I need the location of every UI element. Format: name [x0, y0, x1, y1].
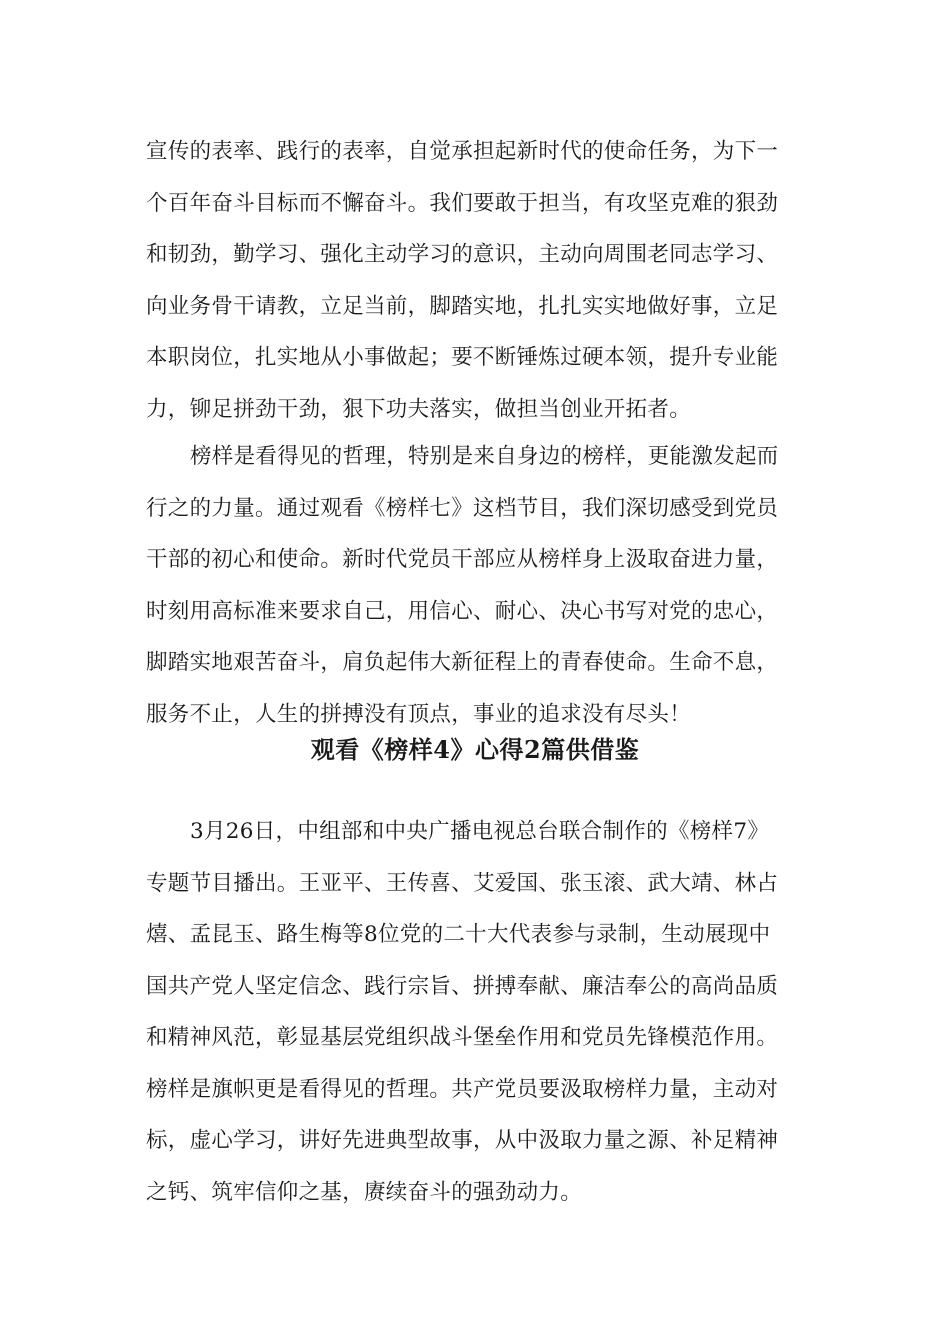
text-line: 和精神风范，彰显基层党组织战斗堡垒作用和党员先锋模范作用。	[146, 1025, 779, 1050]
text-line: 和韧劲，勤学习、强化主动学习的意识，主动向周围老同志学习、	[146, 242, 779, 267]
paragraph-2	[146, 431, 796, 740]
text-line: 榜样是旗帜更是看得见的哲理。共产党员要汲取榜样力量，主动对	[146, 1076, 779, 1102]
text-line: 时刻用高标准来要求自己，用信心、耐心、决心书写对党的忠心，	[146, 598, 779, 624]
text-line: 力，铆足拼劲干劲，狠下功夫落实，做担当创业开拓者。	[146, 396, 692, 422]
paragraph-3	[146, 806, 796, 1218]
text-line: 榜样是看得见的哲理，特别是来自身边的榜样，更能激发起而	[190, 444, 779, 469]
text-line: 宣传的表率、践行的表率，自觉承担起新时代的使命任务，为下一	[146, 139, 779, 164]
text-line: 本职岗位，扎实地从小事做起；要不断锤炼过硬本领，提升专业能	[146, 345, 779, 370]
text-line: 脚踏实地艰苦奋斗，肩负起伟大新征程上的青春使命。生命不息，	[146, 650, 779, 675]
text-line: 干部的初心和使命。新时代党员干部应从榜样身上汲取奋进力量，	[146, 547, 779, 572]
text-line: 国共产党人坚定信念、践行宗旨、拼搏奉献、廉洁奉公的高尚品质	[146, 973, 779, 999]
text-line: 3月26日，中组部和中央广播电视总台联合制作的《榜样7》	[190, 819, 770, 844]
text-line: 个百年奋斗目标而不懈奋斗。我们要敢于担当，有攻坚克难的狠劲	[146, 190, 779, 216]
text-line: 熺、孟昆玉、路生梅等8位党的二十大代表参与录制，生动展现中	[146, 922, 771, 947]
text-line: 之钙、筑牢信仰之基，赓续奋斗的强劲动力。	[146, 1179, 583, 1205]
text-line: 标，虚心学习，讲好先进典型故事，从中汲取力量之源、补足精神	[146, 1128, 779, 1153]
text-line: 服务不止，人生的拼搏没有顶点，事业的追求没有尽头！	[146, 701, 692, 727]
text-line: 专题节目播出。王亚平、王传喜、艾爱国、张玉滚、武大靖、林占	[146, 870, 779, 896]
text-line: 向业务骨干请教，立足当前，脚踏实地，扎扎实实地做好事，立足	[146, 293, 779, 319]
paragraph-1	[146, 126, 796, 435]
text-line: 行之的力量。通过观看《榜样七》这档节目，我们深切感受到党员	[146, 495, 779, 521]
section-heading: 观看《榜样4》心得2篇供借鉴	[310, 735, 640, 764]
